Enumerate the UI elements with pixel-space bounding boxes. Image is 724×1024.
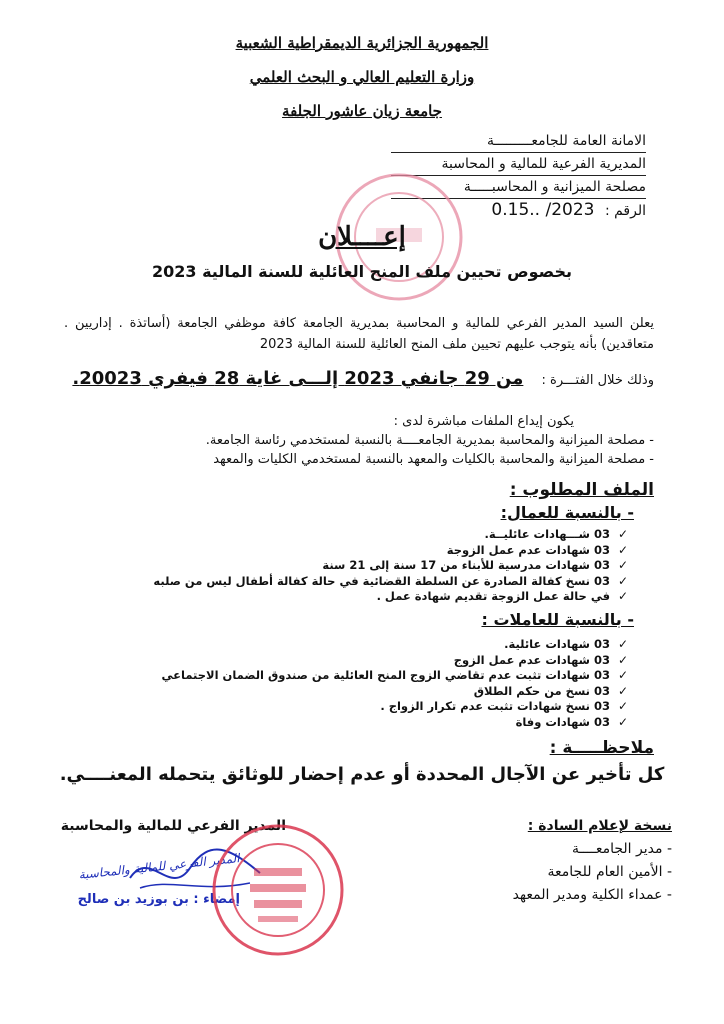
announcement-body: يعلن السيد المدير الفرعي للمالية و المحاسبة بمديرية الجامعة كافة موظفي الجامعة (أساتذة . إداريين . متعاقدين) بأنه يتوجب عليهم تحيين ملف المنح العائلية للسنة المالية 2023 (64, 316, 654, 352)
men-requirements-list (153, 527, 628, 605)
list-item: ✓ 03 نسخ شهادات تثبت عدم تكرار الزواج . (162, 699, 628, 715)
admin-service: مصلحة الميزانية و المحاسبـــــة (391, 176, 646, 199)
submission-item: - مصلحة الميزانية والمحاسبة بمديرية الجامعــــة بالنسبة لمستخدمي رئاسة الجامعة. (205, 433, 654, 448)
men-section-title: - بالنسبة للعمال: (500, 503, 634, 522)
copy-block (513, 815, 672, 907)
signature-handwritten-line: المدير الفرعي للمالية والمحاسبة (77, 851, 241, 882)
list-item: ✓ 03 نسخ من حكم الطلاق (162, 684, 628, 700)
required-file-title: الملف المطلوب : (509, 480, 654, 500)
reference-value: 2023/ ..0.15 (491, 200, 595, 220)
list-item: ✓ 03 شهادات عائلية. (162, 637, 628, 653)
submission-section (206, 412, 654, 469)
copy-item: - عمداء الكلية ومدير المعهد (512, 887, 672, 903)
copy-title: نسخة لإعلام السادة : (527, 818, 672, 834)
reference-label: الرقم : (604, 203, 646, 219)
period-line (72, 368, 654, 389)
women-section-title: - بالنسبة للعاملات : (481, 610, 634, 629)
copy-item: - الأمين العام للجامعة (547, 864, 672, 880)
period-label: وذلك خلال الفتـــرة : (541, 373, 654, 388)
admin-secretariat: الامانة العامة للجامعـــــــــة (391, 130, 646, 153)
note-text: كل تأخير عن الآجال المحددة أو عدم إحضار للوثائق يتحمله المعنــــي. (59, 764, 665, 785)
announcement-title: إعــــلان (318, 222, 406, 252)
header-republic: الجمهورية الجزائرية الديمقراطية الشعبية (235, 34, 489, 52)
submission-item: - مصلحة الميزانية والمحاسبة بالكليات والمعهد بالنسبة لمستخدمي الكليات والمعهد (213, 452, 654, 467)
copy-item: - مدير الجامعــــة (571, 841, 672, 857)
period-value: من 29 جانفي 2023 إلـــى غاية 28 فيفري 20023. (72, 368, 524, 389)
list-item: ✓ 03 شهادات تثبت عدم تقاضي الزوج المنح العائلية من صندوق الضمان الاجتماعي (162, 668, 628, 684)
list-item: ✓ 03 نسخ كفالة الصادرة عن السلطة القضائية في حالة كفالة أطفال ليس من صلبه (153, 574, 628, 590)
submission-intro: يكون إيداع الملفات مباشرة لدى : (393, 414, 574, 429)
header-ministry: وزارة التعليم العالي و البحث العلمي (249, 68, 475, 86)
announcement-subtitle: بخصوص تحيين ملف المنح العائلية للسنة المالية 2023 (152, 262, 572, 281)
note-title: ملاحظـــــة : (549, 738, 654, 758)
women-requirements-list (162, 637, 628, 730)
list-item: ✓ في حالة عمل الزوجة تقديم شهادة عمل . (153, 589, 628, 605)
list-item: ✓ 03 شهادات مدرسية للأبناء من 17 سنة إلى 21 سنة (153, 558, 628, 574)
admin-subdirectorate: المديرية الفرعية للمالية و المحاسبة (391, 153, 646, 176)
signature-name: إمضاء : بن بوزيد بن صالح (77, 892, 240, 907)
directorate-stamp (208, 820, 348, 960)
list-item: ✓ 03 شـــهادات عائليــة. (153, 527, 628, 543)
list-item: ✓ 03 شهادات وفاة (162, 715, 628, 731)
list-item: ✓ 03 شهادات عدم عمل الزوج (162, 653, 628, 669)
list-item: ✓ 03 شهادات عدم عمل الزوجة (153, 543, 628, 559)
header-university: جامعة زيان عاشور الجلفة (282, 102, 442, 120)
signature-title: المدير الفرعي للمالية والمحاسبة (60, 818, 286, 834)
